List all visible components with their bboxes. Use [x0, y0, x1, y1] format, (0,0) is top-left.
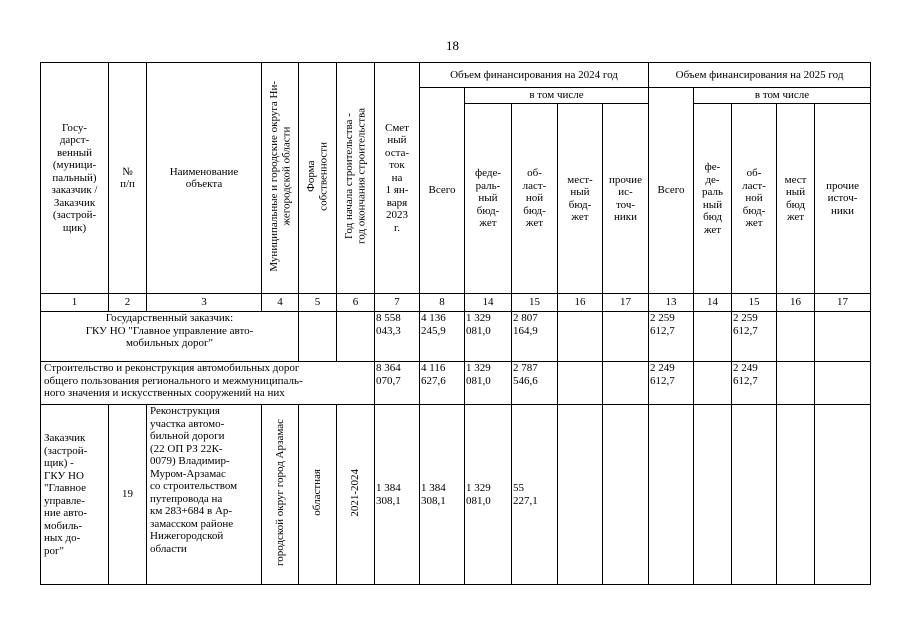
column-number: 17 — [603, 294, 649, 312]
empty-cell — [603, 362, 649, 405]
column-number: 14 — [694, 294, 732, 312]
object-number: 19 — [109, 405, 147, 585]
regional-2024-cell: 2 787 546,6 — [512, 362, 558, 405]
object-customer: Заказчик (застрой- щик) - ГКУ НО "Главное управле- ние авто- мобиль- ных до- рог" — [41, 405, 109, 585]
header-total-2024: Всего — [420, 88, 465, 294]
empty-cell — [558, 362, 603, 405]
empty-cell — [815, 405, 871, 585]
total-2024-cell: 1 384 308,1 — [420, 405, 465, 585]
header-local-2024: мест- ный бюд- жет — [558, 104, 603, 294]
empty-cell — [694, 312, 732, 362]
column-number: 5 — [299, 294, 337, 312]
financing-table — [40, 62, 871, 585]
header-number: № п/п — [109, 63, 147, 294]
column-number: 14 — [465, 294, 512, 312]
regional-2025-cell: 2 259 612,7 — [732, 312, 777, 362]
estimate-balance-cell: 8 364 070,7 — [375, 362, 420, 405]
header-row-1 — [41, 63, 871, 88]
column-number: 3 — [147, 294, 262, 312]
header-ownership: Форма собственности — [299, 63, 337, 294]
empty-cell — [732, 405, 777, 585]
empty-cell — [558, 405, 603, 585]
estimate-balance-cell: 8 558 043,3 — [375, 312, 420, 362]
empty-cell — [815, 362, 871, 405]
column-number: 16 — [558, 294, 603, 312]
row-state-customer — [41, 312, 871, 362]
object-name: Реконструкция участка автомо- бильной дороги (22 ОП РЗ 22К- 0079) Владимир- Муром-Арзамас со строительством путепровода на км 283+684 в Ар- замасском районе Нижегородской области — [147, 405, 262, 585]
header-object-name: Наименование объекта — [147, 63, 262, 294]
empty-cell — [603, 312, 649, 362]
object-ownership: областная — [299, 405, 337, 585]
header-federal-2025: фе- де- раль ный бюд жет — [694, 104, 732, 294]
column-number: 15 — [512, 294, 558, 312]
empty-cell — [777, 405, 815, 585]
empty-cell — [603, 405, 649, 585]
row-construction — [41, 362, 871, 405]
federal-2024-cell: 1 329 081,0 — [465, 312, 512, 362]
row-object-19 — [41, 405, 871, 585]
total-2024-cell: 4 136 245,9 — [420, 312, 465, 362]
header-including-2025: в том числе — [694, 88, 871, 104]
column-number: 8 — [420, 294, 465, 312]
empty-cell — [299, 312, 337, 362]
header-years: Год начала строительства - год окончания строительства — [337, 63, 375, 294]
header-municipality: Муниципальные и городские округа Ни- жегородской области — [262, 63, 299, 294]
state-customer-label: Государственный заказчик: ГКУ НО "Главное управление авто- мобильных дорог" — [41, 312, 299, 362]
total-2024-cell: 4 116 627,6 — [420, 362, 465, 405]
federal-2024-cell: 1 329 081,0 — [465, 362, 512, 405]
empty-cell — [694, 362, 732, 405]
total-2025-cell: 2 259 612,7 — [649, 312, 694, 362]
header-total-2025: Всего — [649, 88, 694, 294]
empty-cell — [649, 405, 694, 585]
page-number: 18 — [446, 38, 459, 53]
column-number: 17 — [815, 294, 871, 312]
header-funding-2024: Объем финансирования на 2024 год — [420, 63, 649, 88]
header-including-2024: в том числе — [465, 88, 649, 104]
column-number: 13 — [649, 294, 694, 312]
regional-2024-cell: 2 807 164,9 — [512, 312, 558, 362]
header-federal-2024: феде- раль- ный бюд- жет — [465, 104, 512, 294]
empty-cell — [337, 312, 375, 362]
column-number: 15 — [732, 294, 777, 312]
estimate-balance-cell: 1 384 308,1 — [375, 405, 420, 585]
empty-cell — [694, 405, 732, 585]
regional-2025-cell: 2 249 612,7 — [732, 362, 777, 405]
header-estimate-balance: Смет ный оста- ток на 1 ян- варя 2023 г. — [375, 63, 420, 294]
empty-cell — [815, 312, 871, 362]
empty-cell — [558, 312, 603, 362]
header-regional-2025: об- ласт- ной бюд- жет — [732, 104, 777, 294]
regional-2024-cell: 55 227,1 — [512, 405, 558, 585]
column-number: 7 — [375, 294, 420, 312]
header-customer: Госу- дарст- венный (муници- пальный) заказчик / Заказчик (застрой- щик) — [41, 63, 109, 294]
header-other-2025: прочие источ- ники — [815, 104, 871, 294]
empty-cell — [777, 362, 815, 405]
header-funding-2025: Объем финансирования на 2025 год — [649, 63, 871, 88]
column-number: 6 — [337, 294, 375, 312]
column-number: 16 — [777, 294, 815, 312]
object-years: 2021-2024 — [337, 405, 375, 585]
total-2025-cell: 2 249 612,7 — [649, 362, 694, 405]
federal-2024-cell: 1 329 081,0 — [465, 405, 512, 585]
column-number: 1 — [41, 294, 109, 312]
column-number: 2 — [109, 294, 147, 312]
column-number-row — [41, 294, 871, 312]
header-local-2025: мест ный бюд жет — [777, 104, 815, 294]
construction-label: Строительство и реконструкция автомобильных дорог общего пользования регионального и межмуниципаль- ного значения и искусственных сооружений на них — [41, 362, 375, 405]
header-regional-2024: об- ласт- ной бюд- жет — [512, 104, 558, 294]
column-number: 4 — [262, 294, 299, 312]
header-other-2024: прочие ис- точ- ники — [603, 104, 649, 294]
object-municipality: городской округ город Арзамас — [262, 405, 299, 585]
empty-cell — [777, 312, 815, 362]
